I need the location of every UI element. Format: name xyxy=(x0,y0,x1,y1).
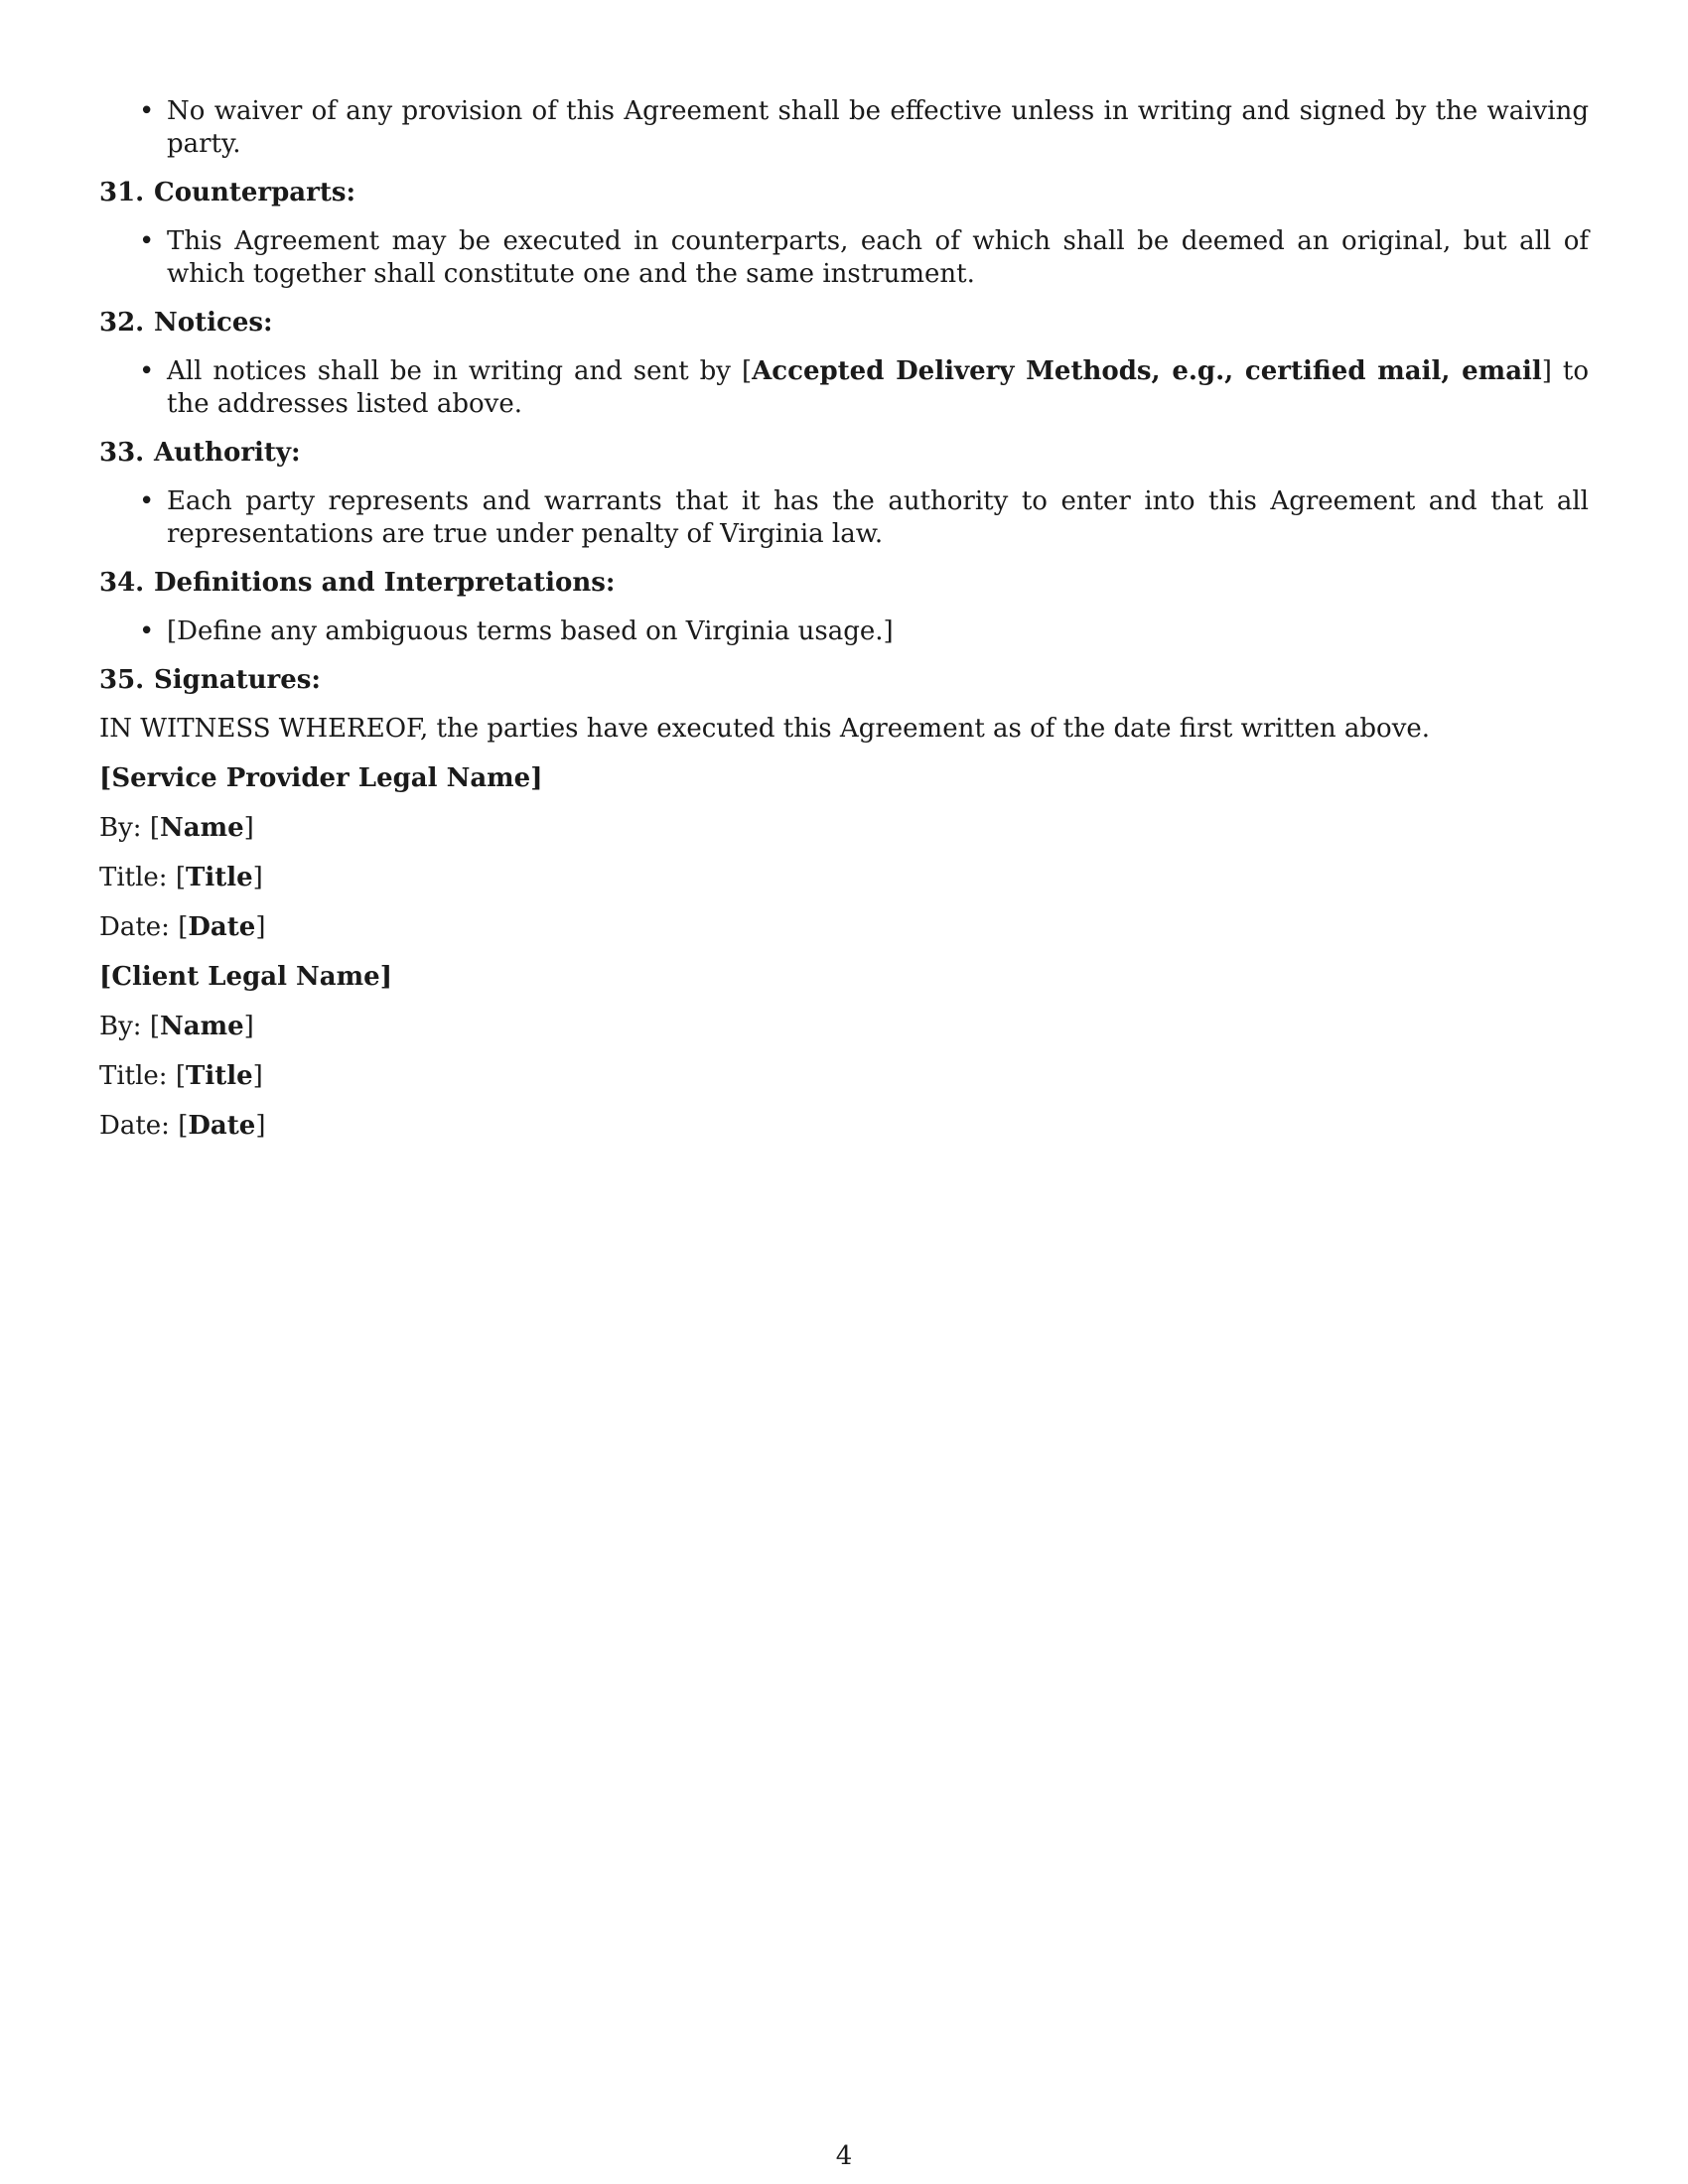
bullet-icon: • xyxy=(139,226,155,256)
provider-title-value: Title xyxy=(186,863,253,892)
bullet-icon: • xyxy=(139,96,155,126)
page-number: 4 xyxy=(835,2141,853,2171)
client-party-name-text: Client Legal Name xyxy=(111,962,380,992)
section-33-heading xyxy=(99,437,1589,470)
client-title-label: Title: xyxy=(99,1061,168,1091)
section-31-heading xyxy=(99,177,1589,209)
section-35-title: Signatures: xyxy=(154,665,321,695)
section-33-list xyxy=(99,485,1589,551)
section-33-bullet xyxy=(99,485,1589,551)
section-34-title: Definitions and Interpretations: xyxy=(154,568,616,598)
section-32-heading xyxy=(99,307,1589,340)
client-by-label: By: xyxy=(99,1012,142,1041)
bullet-icon: • xyxy=(139,356,155,386)
client-by-value: Name xyxy=(159,1012,244,1041)
section-35-heading xyxy=(99,664,1589,697)
section-34-number: 34. xyxy=(99,568,145,598)
section-33-bullet-text: Each party represents and warrants that it has the authority to enter into this Agreement and that all representations are true under penalty of Virginia law. xyxy=(167,486,1589,549)
section-34-heading xyxy=(99,567,1589,600)
section-31-list xyxy=(99,225,1589,291)
provider-party-name: [Service Provider Legal Name] xyxy=(99,763,543,793)
delivery-methods-placeholder: Accepted Delivery Methods, e.g., certified mail, email xyxy=(752,356,1542,386)
witness-statement: IN WITNESS WHEREOF, the parties have executed this Agreement as of the date first written above. xyxy=(99,714,1431,744)
section-32-list xyxy=(99,355,1589,421)
client-date-value: Date xyxy=(188,1111,256,1141)
client-signature-block xyxy=(99,961,1589,1143)
section-33-number: 33. xyxy=(99,438,145,468)
provider-party-name-text: Service Provider Legal Name xyxy=(111,763,531,793)
client-title-line: Title: [Title] xyxy=(99,1061,263,1091)
section-32-number: 32. xyxy=(99,308,145,338)
section-33-title: Authority: xyxy=(154,438,301,468)
section-30-bullet xyxy=(99,95,1589,161)
bullet-icon: • xyxy=(139,486,155,516)
client-by-line: By: [Name] xyxy=(99,1012,254,1041)
section-31-number: 31. xyxy=(99,178,145,207)
provider-title-line: Title: [Title] xyxy=(99,863,263,892)
provider-date-value: Date xyxy=(188,912,256,942)
client-date-line: Date: [Date] xyxy=(99,1111,266,1141)
section-34-bullet xyxy=(99,615,1589,648)
client-title-value: Title xyxy=(186,1061,253,1091)
section-31-title: Counterparts: xyxy=(154,178,356,207)
provider-date-line: Date: [Date] xyxy=(99,912,266,942)
section-30-bullet-text: No waiver of any provision of this Agreement shall be effective unless in writing and signed by the waiving party. xyxy=(167,96,1589,159)
section-32-bullet-post: to the addresses listed above. xyxy=(167,356,1589,419)
section-34-list xyxy=(99,615,1589,648)
document-page xyxy=(99,95,1589,1160)
section-35-number: 35. xyxy=(99,665,145,695)
section-34-bullet-text: [Define any ambiguous terms based on Virginia usage.] xyxy=(167,616,894,646)
provider-by-value: Name xyxy=(159,813,244,843)
provider-by-line: By: [Name] xyxy=(99,813,254,843)
provider-date-label: Date: xyxy=(99,912,170,942)
section-31-bullet xyxy=(99,225,1589,291)
section-30-list xyxy=(99,95,1589,161)
provider-signature-block xyxy=(99,762,1589,944)
client-date-label: Date: xyxy=(99,1111,170,1141)
provider-by-label: By: xyxy=(99,813,142,843)
section-32-title: Notices: xyxy=(154,308,273,338)
section-31-bullet-text: This Agreement may be executed in counterparts, each of which shall be deemed an original, but all of which together shall constitute one and the same instrument. xyxy=(167,226,1589,289)
bullet-icon: • xyxy=(139,616,155,646)
section-32-bullet: • All notices shall be in writing and sent by [Accepted Delivery Methods, e.g., certified mail, email] to the addresses listed above. xyxy=(139,356,1589,419)
client-party-name: [Client Legal Name] xyxy=(99,962,393,992)
provider-title-label: Title: xyxy=(99,863,168,892)
section-32-bullet-pre: All notices shall be in writing and sent by xyxy=(167,356,742,386)
